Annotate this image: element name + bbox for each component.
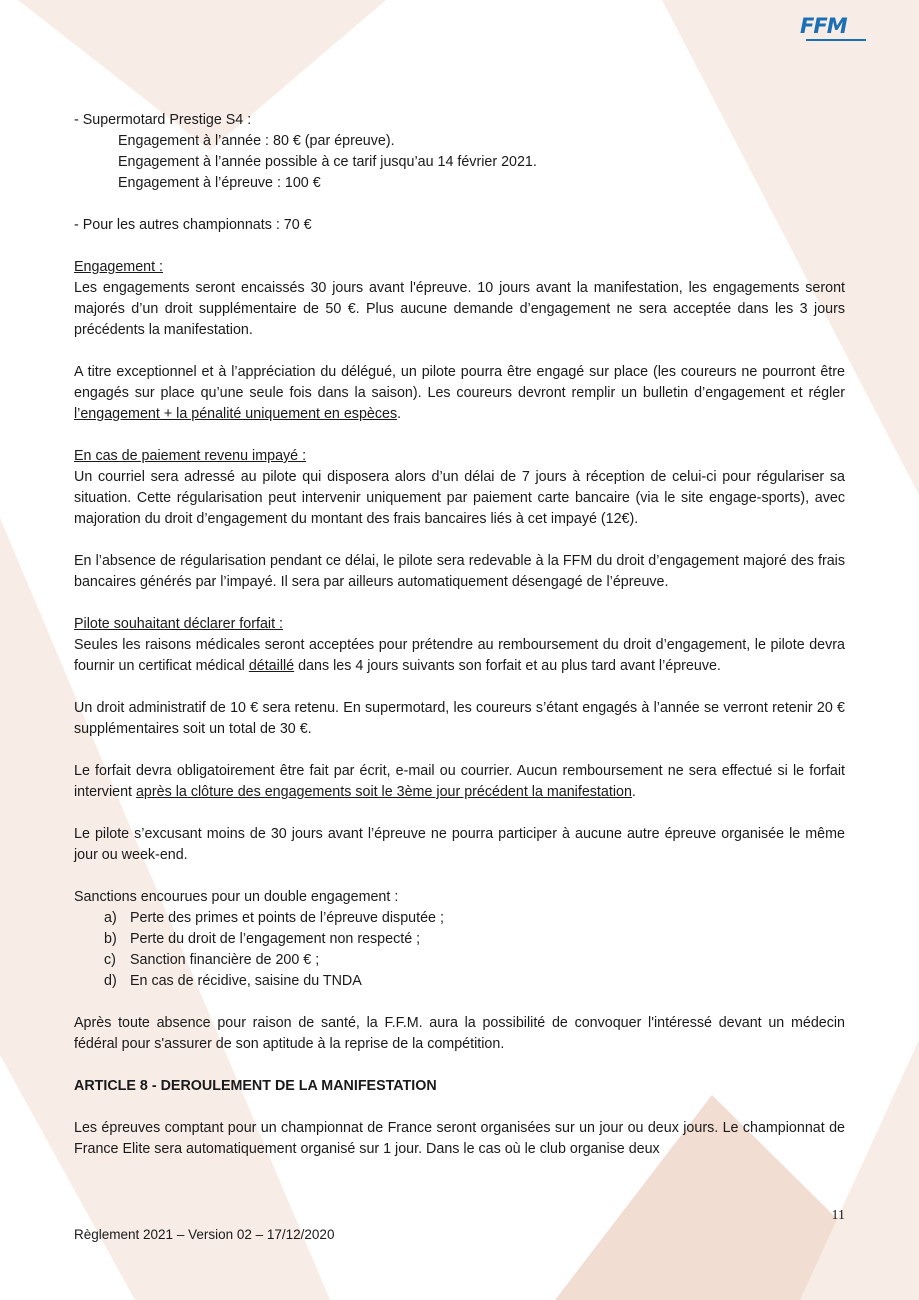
s4-line: Engagement à l’épreuve : 100 € xyxy=(118,175,321,191)
article-8-heading: ARTICLE 8 - DEROULEMENT DE LA MANIFESTATION xyxy=(74,1078,437,1094)
engagement-heading: Engagement : xyxy=(74,259,164,275)
engagement-paragraph: Les engagements seront encaissés 30 jours avant l'épreuve. 10 jours avant la manifestation, les engagements seront majorés d’un droit supplémentaire de 50 €. Plus aucune demande d’engagement ne sera acceptée dans les 3 jours précédents la manifestation. xyxy=(74,280,845,338)
page-number: 11 xyxy=(831,1208,845,1223)
s4-line: Engagement à l’année possible à ce tarif jusqu’au 14 février 2021. xyxy=(118,154,537,170)
forfait-heading: Pilote souhaitant déclarer forfait : xyxy=(74,616,284,632)
forfait-ecrit-paragraph: Le forfait devra obligatoirement être fait par écrit, e-mail ou courrier. Aucun remboursement ne sera effectué si le forfait intervient après la clôture des engagements soit le 3ème jour précédent la manifestation. xyxy=(74,763,845,800)
excuse-paragraph: Le pilote s’excusant moins de 30 jours avant l’épreuve ne pourra participer à aucune autre épreuve organisée le même jour ou week-end. xyxy=(74,826,845,863)
s4-title: - Supermotard Prestige S4 : xyxy=(74,112,252,128)
impaye-heading: En cas de paiement revenu impayé : xyxy=(74,448,307,464)
list-item: d) En cas de récidive, saisine du TNDA xyxy=(104,973,362,989)
sanctions-intro: Sanctions encourues pour un double engagement : xyxy=(74,889,399,905)
s4-line: Engagement à l’année : 80 € (par épreuve). xyxy=(118,133,395,149)
ffm-logo xyxy=(800,14,868,42)
forfait-paragraph: Seules les raisons médicales seront acceptées pour prétendre au remboursement du droit d’engagement, le pilote devra fournir un certificat médical détaillé dans les 4 jours suivants son forfait et au plus tard avant l’épreuve. xyxy=(74,637,845,674)
footer-text: Règlement 2021 – Version 02 – 17/12/2020 xyxy=(74,1227,335,1242)
list-item: a) Perte des primes et points de l’épreuve disputée ; xyxy=(104,910,444,926)
impaye-paragraph: Un courriel sera adressé au pilote qui disposera alors d’un délai de 7 jours à réception de celui-ci pour régulariser sa situation. Cette régularisation peut intervenir uniquement par paiement carte bancaire (via le site engage-sports), avec majoration du droit d’engagement du montant des frais bancaires liés à cet impayé (12€). xyxy=(74,469,845,527)
list-item: b) Perte du droit de l’engagement non respecté ; xyxy=(104,931,421,947)
list-item: c) Sanction financière de 200 € ; xyxy=(104,952,320,968)
especes-underlined: l’engagement + la pénalité uniquement en espèces xyxy=(74,406,398,422)
detaille-underlined: détaillé xyxy=(248,658,295,674)
logo-text: FFM xyxy=(800,14,847,38)
logo-underline xyxy=(806,39,866,41)
droit-administratif-paragraph: Un droit administratif de 10 € sera retenu. En supermotard, les coureurs s’étant engagés à l’année se verront retenir 20 € supplémentaires soit un total de 30 €. xyxy=(74,700,845,737)
sanctions-list xyxy=(74,908,845,992)
other-championships: - Pour les autres championnats : 70 € xyxy=(74,217,312,233)
impaye-paragraph-2: En l’absence de régularisation pendant ce délai, le pilote sera redevable à la FFM du droit d’engagement majoré des frais bancaires générés par l’impayé. Il sera par ailleurs automatiquement désengagé de l’épreuve. xyxy=(74,553,845,590)
sante-paragraph: Après toute absence pour raison de santé, la F.F.M. aura la possibilité de convoquer l'intéressé devant un médecin fédéral pour s'assurer de son aptitude à la reprise de la compétition. xyxy=(74,1015,845,1052)
cloture-underlined: après la clôture des engagements soit le 3ème jour précédent la manifestation xyxy=(135,784,632,800)
engagement-onsite-paragraph: A titre exceptionnel et à l’appréciation du délégué, un pilote pourra être engagé sur place (les coureurs ne pourront être engagés sur place qu’une seule fois dans la saison). Les coureurs devront remplir un bulletin d’engagement et régler l’engagement + la pénalité uniquement en espèces. xyxy=(74,364,845,422)
page-content xyxy=(74,110,845,1160)
article-8-paragraph: Les épreuves comptant pour un championnat de France seront organisées sur un jour ou deux jours. Le championnat de France Elite sera automatiquement organisé sur 1 jour. Dans le cas où le club organise deux xyxy=(74,1120,845,1157)
